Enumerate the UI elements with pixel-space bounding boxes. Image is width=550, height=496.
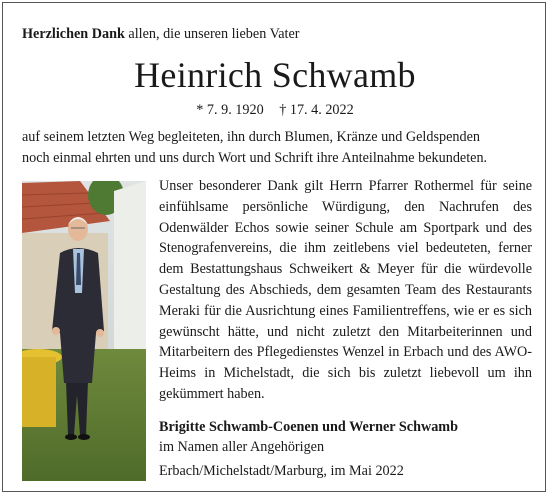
obituary-card — [2, 2, 546, 492]
life-dates — [3, 101, 547, 119]
place-date: Erbach/Michelstadt/Marburg, im Mai 2022 — [159, 463, 404, 479]
on-behalf-line: im Namen aller Angehörigen — [159, 439, 325, 455]
thanks-line: noch einmal ehrten und uns durch Wort und Schrift ihre Anteilnahme bekundeten. — [22, 149, 488, 166]
portrait-photo — [22, 181, 146, 481]
intro-line — [22, 25, 300, 43]
signatories: Brigitte Schwamb-Coenen und Werner Schwamb — [159, 419, 459, 435]
thanks-paragraph — [22, 127, 530, 168]
intro-text: allen, die unseren lieben Vater — [128, 26, 300, 42]
intro-bold: Herzlichen Dank — [22, 26, 125, 42]
birth-date: * 7. 9. 1920 — [196, 102, 264, 118]
thanks-line: auf seinem letzten Weg begleiteten, ihn durch Blumen, Kränze und Geldspenden — [22, 129, 480, 145]
gratitude-text: Unser besonderer Dank gilt Herrn Pfarrer Rothermel für seine einfühlsame persönliche Würdigung, den Nachrufen des Odenwälder Echos sowie seiner Schule am Sportpark und des Stenografenvereins, die ihm zeitlebens viel bedeuteten, ferner dem Bestattungshaus Schweikert & Meyer für die würdevolle Gestaltung des Abschieds, dem gesamten Team des Restaurants Meraki für die Ausrichtung eines Familientreffens, wie er es sich gewünscht hätte, und nicht zuletzt den Mitarbeiterinnen und Mitarbeitern des Pflegedienstes Wenzel in Erbach und des AWO-Heims in Michelstadt, die sich bis zuletzt liebevoll um ihn gekümmert haben. — [159, 178, 532, 402]
signature-block — [159, 417, 458, 457]
deceased-name: Heinrich Schwamb — [134, 55, 416, 95]
death-date: † 17. 4. 2022 — [279, 102, 354, 118]
